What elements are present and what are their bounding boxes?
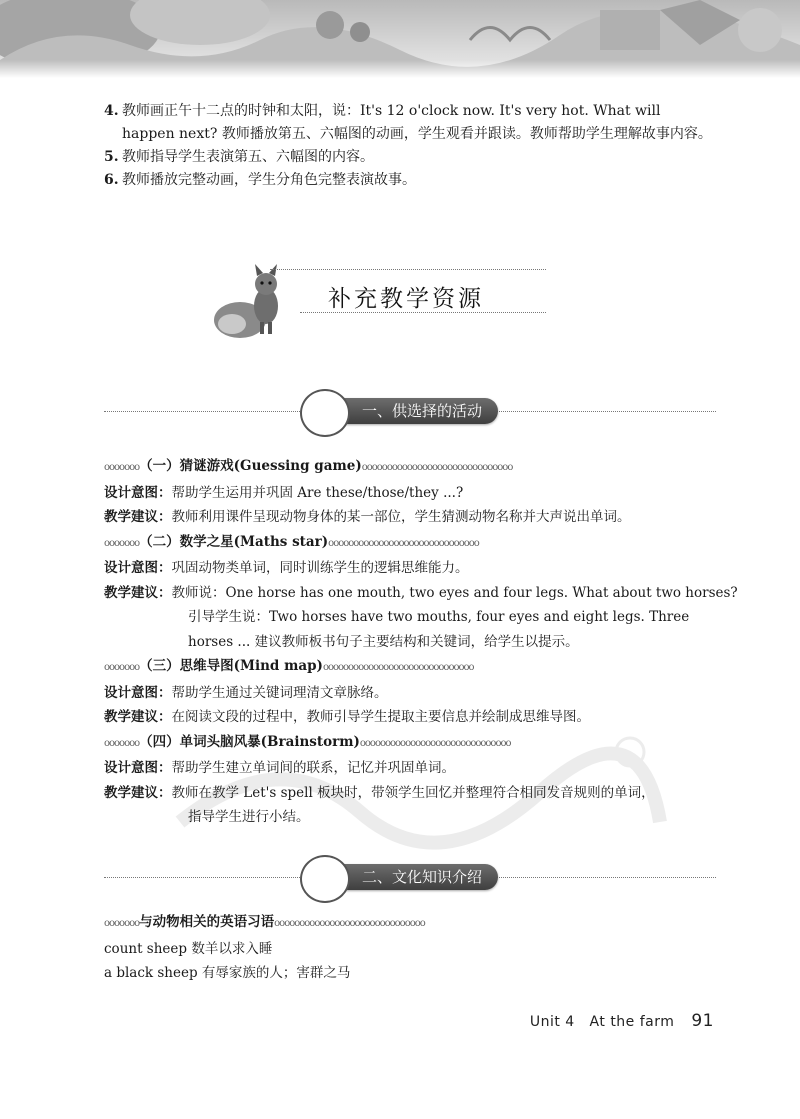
puppy-badge-icon — [300, 855, 350, 903]
step-number: 5. — [104, 149, 119, 165]
intent-label: 设计意图： — [104, 760, 172, 776]
intent-text: 巩固动物类单词，同时训练学生的逻辑思维能力。 — [171, 560, 469, 576]
footer-unit: Unit 4 — [529, 1014, 575, 1030]
idiom-item — [104, 937, 724, 962]
step-item — [104, 100, 716, 146]
idiom-english: count sheep — [104, 940, 188, 957]
step-text: 教师播放完整动画，学生分角色完整表演故事。 — [122, 172, 416, 188]
step-item — [104, 169, 716, 192]
fox-mascot-icon — [210, 262, 310, 342]
tab-label: 一、供选择的活动 — [362, 402, 483, 420]
tab-optional-activities — [306, 398, 498, 424]
intent-row — [104, 681, 724, 706]
advice-continued: 指导学生进行小结。 — [188, 809, 310, 825]
activity-heading — [104, 454, 724, 481]
dot-trail: oooooooooooooooooooooooooooooo — [328, 537, 479, 549]
advice-text: 教师在教学 Let's spell 板块时，带领学生回忆并整理符合相同发音规则的单词， — [171, 784, 655, 801]
culture-title: 与动物相关的英语习语 — [139, 914, 275, 930]
activity-title: （一）猜谜游戏(Guessing game) — [139, 458, 362, 474]
intent-label: 设计意图： — [104, 684, 172, 701]
section-header — [210, 262, 550, 342]
advice-label: 教学建议： — [104, 509, 172, 525]
page-footer — [530, 1011, 714, 1031]
puppy-badge-icon — [300, 389, 350, 437]
footer-title: At the farm — [589, 1014, 675, 1030]
intent-label: 设计意图： — [104, 560, 172, 576]
activity-heading — [104, 654, 724, 681]
header-banner — [0, 0, 800, 78]
activity-heading — [104, 530, 724, 557]
title-dotted-rule-bottom — [300, 312, 546, 313]
dot-leader: ooooooo — [104, 662, 140, 673]
dot-trail: oooooooooooooooooooooooooooooo — [361, 462, 513, 473]
step-text: 教师画正午十二点的时钟和太阳，说：It's 12 o'clock now. It's very hot. What will happen next? 教师播放第五、六幅图的动画，学生观看并跟读。教师帮助学生理解故事内容。 — [122, 103, 712, 142]
intent-text: 帮助学生运用并巩固 Are these/those/they ...? — [171, 484, 464, 501]
advice-text: 教师利用课件呈现动物身体的某一部位，学生猜测动物名称并大声说出单词。 — [171, 509, 631, 525]
steps-list — [104, 100, 716, 192]
dot-leader: ooooooo — [104, 737, 140, 749]
dot-trail: oooooooooooooooooooooooooooooo — [359, 737, 511, 749]
advice-row — [104, 581, 738, 606]
section-title: 补充教学资源 — [328, 286, 484, 312]
intent-text: 帮助学生通过关键词理清文章脉络。 — [171, 684, 388, 701]
intent-row — [104, 556, 724, 581]
idiom-chinese: 数羊以求入睡 — [191, 940, 273, 957]
dot-trail: oooooooooooooooooooooooooooooo — [322, 662, 474, 673]
culture-section — [104, 910, 724, 986]
idiom-english: a black sheep — [104, 965, 198, 981]
advice-row — [104, 505, 724, 530]
idiom-item — [104, 961, 724, 986]
intent-row — [104, 481, 724, 506]
advice-label: 教学建议： — [104, 709, 172, 725]
step-item — [104, 146, 716, 169]
advice-continued: 引导学生说：Two horses have two mouths, four eyes and eight legs. Three horses ... 建议教师板书句子主要结构和关键词，给学生以提示。 — [188, 609, 690, 650]
activity-title: （四）单词头脑风暴(Brainstorm) — [139, 733, 360, 750]
idiom-chinese: 有辱家族的人；害群之马 — [201, 965, 351, 981]
step-number: 4. — [104, 103, 119, 119]
advice-row — [104, 705, 724, 730]
advice-label: 教学建议： — [104, 584, 172, 601]
dot-leader: ooooooo — [104, 537, 140, 549]
intent-label: 设计意图： — [104, 484, 172, 501]
intent-text: 帮助学生建立单词间的联系，记忆并巩固单词。 — [171, 760, 455, 776]
watermark-icon — [160, 732, 680, 852]
dot-leader: ooooooo — [104, 462, 140, 473]
activity-title: （二）数学之星(Maths star) — [139, 533, 329, 550]
culture-heading — [104, 910, 724, 937]
tab-label: 二、文化知识介绍 — [362, 868, 483, 886]
tab-culture-knowledge — [306, 864, 498, 890]
activity-title: （三）思维导图(Mind map) — [139, 658, 323, 674]
title-dotted-rule-top — [270, 269, 546, 270]
dot-leader: ooooooo — [104, 918, 140, 929]
advice-label: 教学建议： — [104, 784, 172, 801]
advice-text: 教师说：One horse has one mouth, two eyes and four legs. What about two horses? — [171, 584, 738, 601]
dot-trail: oooooooooooooooooooooooooooooo — [274, 918, 425, 929]
advice-text: 在阅读文段的过程中，教师引导学生提取主要信息并绘制成思维导图。 — [171, 709, 590, 725]
page-number: 91 — [691, 1011, 714, 1031]
step-text: 教师指导学生表演第五、六幅图的内容。 — [122, 149, 374, 165]
step-number: 6. — [104, 172, 119, 188]
